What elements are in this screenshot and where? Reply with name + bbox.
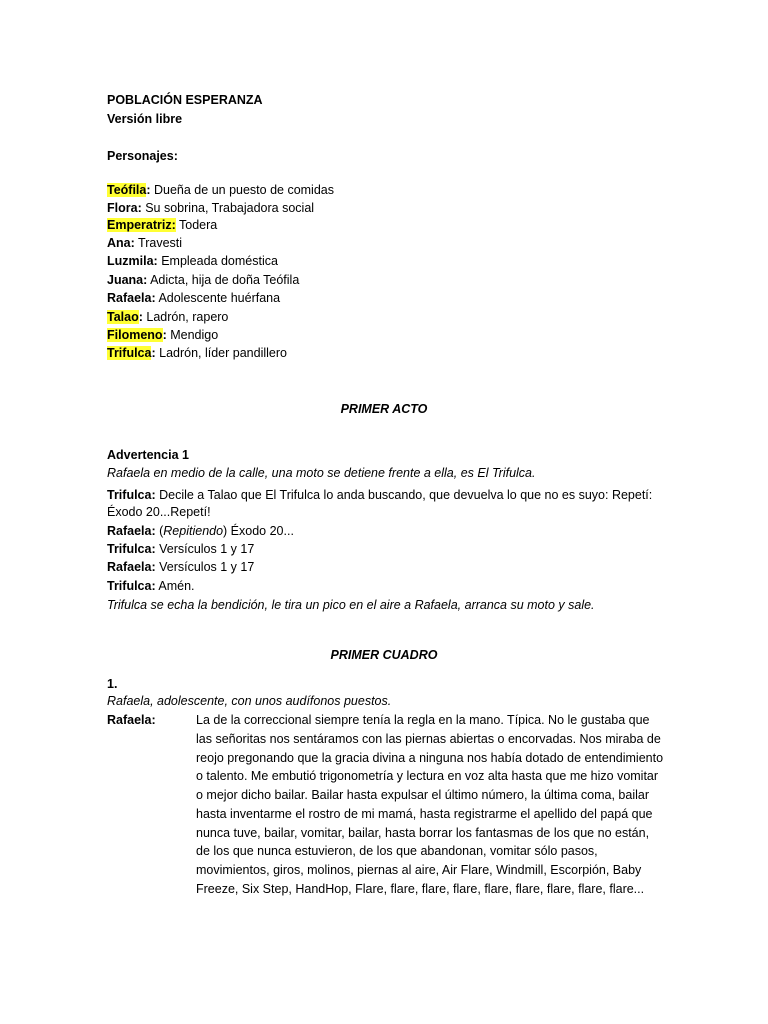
character-name: Filomeno [107,328,163,342]
speaker-name: Rafaela: [107,560,156,574]
document-title: POBLACIÓN ESPERANZA [107,93,263,107]
character-name: Talao [107,310,139,324]
parenthetical: Repitiendo [163,524,224,538]
character-entry: Luzmila: Empleada doméstica [107,254,278,268]
character-entry: Trifulca: Ladrón, líder pandillero [107,346,287,360]
stage-direction: Trifulca se echa la bendición, le tira un pico en el aire a Rafaela, arranca su moto y sale. [107,598,595,612]
character-entry: Ana: Travesti [107,236,183,250]
character-entry: Talao: Ladrón, rapero [107,310,229,324]
character-entry: Flora: Su sobrina, Trabajadora social [107,201,315,215]
dialogue-text: Versículos 1 y 17 [155,542,255,556]
speaker-name: Trifulca: [107,579,156,593]
dialogue-line [107,577,195,595]
character-desc: Empleada doméstica [157,254,278,268]
character-entry: Juana: Adicta, hija de doña Teófila [107,273,300,287]
character-desc: Adicta, hija de doña Teófila [147,273,300,287]
scene-heading: PRIMER CUADRO [330,648,438,662]
dialogue-line: Rafaela: (Repitiendo) Éxodo 20... [107,524,294,538]
character-desc: Ladrón, rapero [142,310,229,324]
character-desc: Adolescente huérfana [155,291,281,305]
dialogue-text: Éxodo 20...Repetí! [107,505,211,519]
dialogue-line [107,486,652,504]
speaker-name: Trifulca: [107,542,156,556]
dialogue-text: Amén. [155,579,195,593]
dialogue-line [107,540,254,558]
act-heading: PRIMER ACTO [340,402,428,416]
dialogue-text: Decile a Talao que El Trifulca lo anda buscando, que devuelva lo que no es suyo: Repetí: [155,488,653,502]
speaker-name: Rafaela: [107,524,156,538]
dialogue-text: ) Éxodo 20... [223,524,294,538]
character-desc: Todera [175,218,218,232]
character-desc: Mendigo [166,328,219,342]
monologue-text: La de la correccional siempre tenía la regla en la mano. Típica. No le gustaba que las señoritas nos sentáramos con las piernas abiertas o encorvadas. Nos miraba de reojo pregonando que la gracia divina a ninguna nos había dotado de entendimiento o talento. Me embutió trigonometría y lectura en voz alta hasta que me hizo vomitar o mejor dicho bailar. Bailar hasta expulsar el último número, la última coma, bailar hasta inventarme el rostro de mi mamá, hasta registrarme el apellido del papá que nunca tuve, bailar, vomitar, bailar, hasta borrar los fantasmas de los que no están, de los que nunca estuvieron, de los que abandonan, vomitar sólo pasos, movimientos, giros, molinos, piernas al aire, Air Flare, Windmill, Escorpión, Baby Freeze, Six Step, HandHop, Flare, flare, flare, flare, flare, flare, flare, flare, flare... [196,713,664,896]
dialogue-line [107,558,254,576]
character-name: Ana [107,236,131,250]
dialogue-text: Versículos 1 y 17 [155,560,255,574]
character-entry: Rafaela: Adolescente huérfana [107,291,281,305]
character-name: Teófila [107,183,147,197]
stage-direction: Rafaela en medio de la calle, una moto se detiene frente a ella, es El Trifulca. [107,466,536,480]
character-name: Rafaela [107,291,152,305]
character-name: Juana [107,273,144,287]
character-entry: Teófila: Dueña de un puesto de comidas [107,183,334,197]
character-desc: Ladrón, líder pandillero [155,346,287,360]
scene-number: 1. [107,677,118,691]
character-name: Trifulca [107,346,152,360]
character-name: Flora [107,201,138,215]
character-desc: Dueña de un puesto de comidas [150,183,334,197]
warning-heading: Advertencia 1 [107,448,189,462]
character-entry [107,216,217,234]
character-name: Luzmila [107,254,154,268]
speaker-name: Trifulca: [107,488,156,502]
document-subtitle: Versión libre [107,112,183,126]
character-name: Emperatriz: [107,218,176,232]
characters-heading: Personajes: [107,149,178,163]
character-desc: Su sobrina, Trabajadora social [141,201,315,215]
dialogue-line [107,503,211,521]
character-desc: Travesti [134,236,183,250]
character-entry: Filomeno: Mendigo [107,328,219,342]
stage-direction: Rafaela, adolescente, con unos audífonos puestos. [107,694,392,708]
speaker-name: Rafaela: [107,713,156,727]
